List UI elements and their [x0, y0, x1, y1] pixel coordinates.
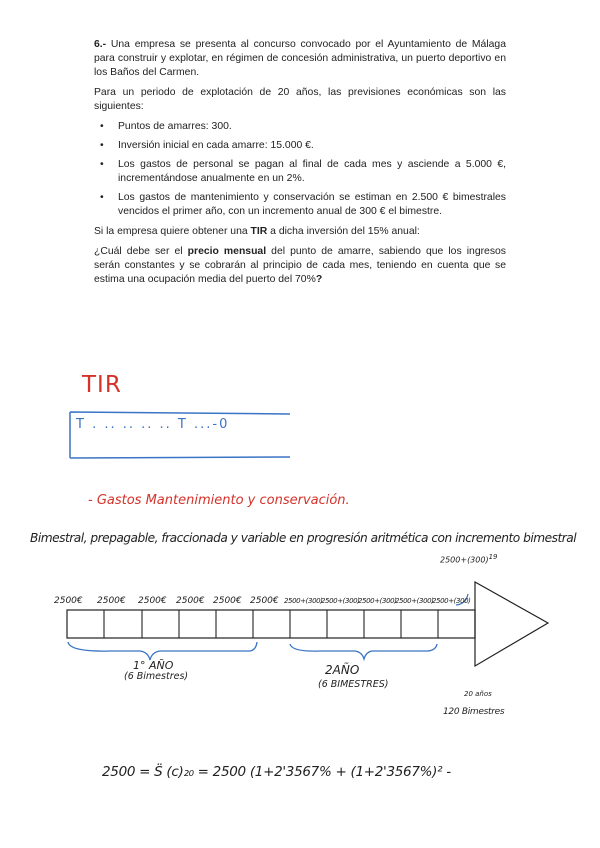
year1-sublabel: (6 Bimestres): [124, 671, 189, 682]
timeline-label: 2500€: [250, 596, 279, 606]
timeline-label: 2500+(300): [321, 597, 360, 605]
timeline-label: 2500€: [54, 596, 83, 606]
timeline-label: 2500€: [138, 596, 167, 606]
timeline-label: 2500€: [176, 596, 205, 606]
end-label-bimesters: 120 Bimestres: [443, 707, 505, 717]
list-item: • Inversión inicial en cada amarre: 15.000 €.: [114, 139, 506, 153]
period-text: Para un periodo de explotación de 20 años, las previsiones económicas son las siguientes:: [94, 87, 506, 112]
tir-box-text: T . .. .. .. .. T ...-0: [76, 417, 230, 432]
timeline-label: 2500+(300): [395, 597, 434, 605]
tir-sentence: Si la empresa quiere obtener una TIR a dicha inversión del 15% anual:: [94, 226, 420, 237]
timeline-bar: [67, 610, 475, 638]
problem-intro: 6.- Una empresa se presenta al concurso convocado por el Ayuntamiento de Málaga para construir y explotar, en régimen de concesión administrativa, un puerto deportivo en los Baños del Carmen.: [94, 39, 506, 78]
tir-heading: TIR: [82, 372, 122, 398]
question: ¿Cuál debe ser el precio mensual del punto de amarre, sabiendo que los ingresos serán constantes y se cobrarán al principio de cada mes, teniendo en cuenta que se estima una ocupación media del puerto del 70%?: [94, 246, 507, 285]
list-item: • Puntos de amarres: 300.: [114, 120, 506, 134]
end-label-years: 20 años: [464, 690, 492, 698]
timeline-label: 2500+(300): [432, 597, 471, 605]
list-item: • Los gastos de personal se pagan al final de cada mes y asciende a 5.000 €, incrementándose anualmente en un 2%.: [114, 158, 506, 186]
gastos-heading: - Gastos Mantenimiento y conservación.: [88, 493, 350, 508]
year1-brace: [68, 642, 257, 660]
timeline-label: 2500+(300): [358, 597, 397, 605]
timeline-label: 2500€: [97, 596, 126, 606]
timeline-cells: [104, 610, 438, 638]
year2-label: 2AÑO: [325, 663, 360, 677]
last-period-label: $2500+(300)^{19}$: [440, 553, 498, 565]
timeline-label: 2500+(300): [284, 597, 323, 605]
year1-label: 1° AÑO: [133, 659, 174, 672]
year2-brace: [290, 644, 437, 659]
list-item: • Los gastos de mantenimiento y conservación se estiman en 2.500 € bimestrales vencidos el primer año, con un incremento anual de 300 € el bimestre.: [114, 191, 506, 219]
timeline-arrow: [475, 582, 548, 666]
problem-number: 6.-: [94, 39, 107, 50]
timeline-label: 2500€: [213, 596, 242, 606]
annuity-description: Bimestral, prepagable, fraccionada y variable en progresión aritmética con incremento bimestral: [30, 531, 577, 545]
valuation-formula: 2500 = S̈ (c)₂₀ = 2500 (1+2'3567% + (1+2'3567%)² -: [102, 764, 451, 780]
year2-sublabel: (6 BIMESTRES): [318, 679, 389, 690]
